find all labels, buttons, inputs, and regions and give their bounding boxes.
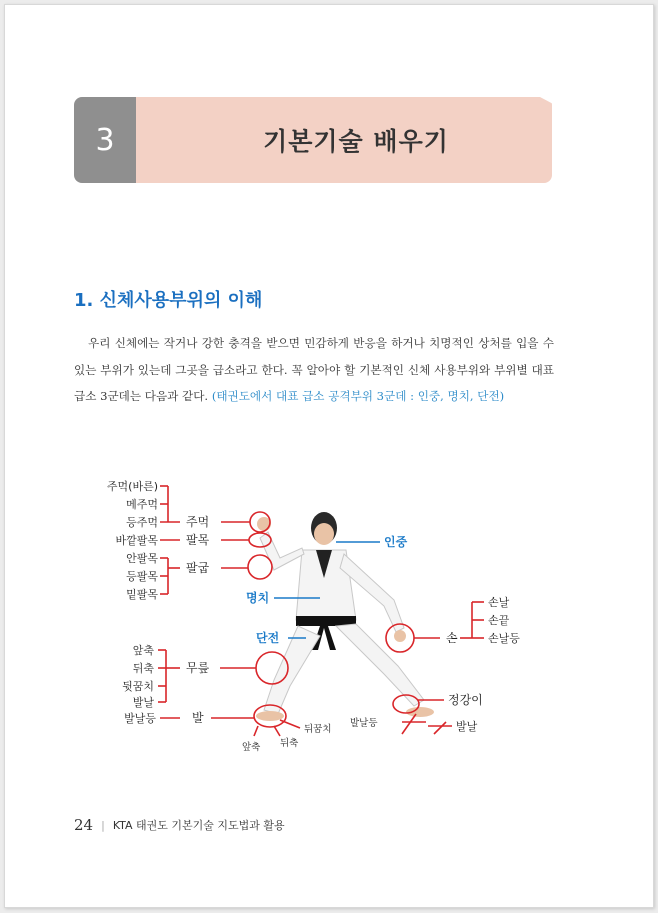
part-label-ridge-hand: 손날등: [488, 632, 520, 645]
chapter-number: 3: [74, 97, 136, 183]
part-label-knife-hand: 손날: [488, 596, 510, 609]
target-label-shin: 정강이: [448, 693, 483, 707]
footer-separator: |: [101, 818, 105, 832]
target-label-elbow: 팔굽: [186, 561, 210, 575]
marker-elbow: [248, 555, 272, 579]
vital-label-philtrum: 인중: [384, 535, 408, 549]
part-label-under-wrist: 밑팔목: [126, 588, 158, 601]
target-label-knee: 무릎: [186, 661, 210, 675]
vital-label-lower-abdomen: 단전: [256, 631, 280, 645]
target-label-hand: 손: [446, 631, 458, 645]
book-title: KTA 태권도 기본기술 지도법과 활용: [112, 819, 285, 832]
chapter-corner-fold: [540, 97, 574, 115]
part-label-heel-bottom: 뒤꿈치: [304, 724, 332, 735]
part-label-fingertip: 손끝: [488, 614, 510, 627]
part-label-instep-right: 발날등: [350, 718, 378, 729]
part-label-foot-edge: 발날: [132, 696, 154, 709]
target-label-fist: 주먹: [186, 515, 210, 529]
page-number: 24: [74, 816, 94, 834]
part-label-heel-back-bottom: 뒤축: [280, 738, 299, 749]
paragraph-text: 우리 신체에는 작거나 강한 충격을 받으면 민감하게 반응을 하거나 치명적인 상처를 입을 수 있는 부위가 있는데 그곳을 급소라고 한다. 꼭 알아야 할 기본적인 신체 사용부위와 부위별 대표 급소 3군데는 다음과 같다.: [74, 336, 554, 403]
paragraph-highlight: (태권도에서 대표 급소 공격부위 3군데 : 인중, 명치, 단전): [211, 389, 505, 403]
part-label-fist: 주먹(바른): [106, 480, 158, 493]
part-label-foot-edge-right: 발날: [456, 720, 478, 733]
chapter-title: 기본기술 배우기: [263, 127, 449, 156]
part-label-back-wrist: 등팔목: [126, 570, 158, 583]
body-parts-figure: [74, 460, 554, 760]
body-paragraph: [74, 330, 554, 410]
part-label-heel-back: 뒤축: [132, 662, 154, 675]
part-label-outer-wrist: 바깥팔목: [115, 534, 158, 547]
part-label-hammer-fist: 메주먹: [126, 498, 158, 511]
part-label-ball-bottom: 앞축: [242, 742, 261, 753]
page-footer: [74, 816, 285, 834]
athlete-illustration: [256, 512, 434, 721]
vital-label-solar-plexus: 명치: [246, 591, 270, 605]
part-label-ball: 앞축: [132, 644, 154, 657]
part-label-heel: 뒷꿈치: [122, 680, 154, 693]
section-title: 1. 신체사용부위의 이해: [74, 290, 263, 311]
target-label-wrist: 팔목: [186, 533, 210, 547]
part-label-back-fist: 등주먹: [126, 516, 158, 529]
part-label-foot-edge-top: 발날등: [124, 712, 156, 725]
part-label-inner-wrist: 안팔목: [126, 552, 158, 565]
target-label-foot: 발: [192, 711, 204, 725]
chapter-title-box: [136, 97, 552, 183]
